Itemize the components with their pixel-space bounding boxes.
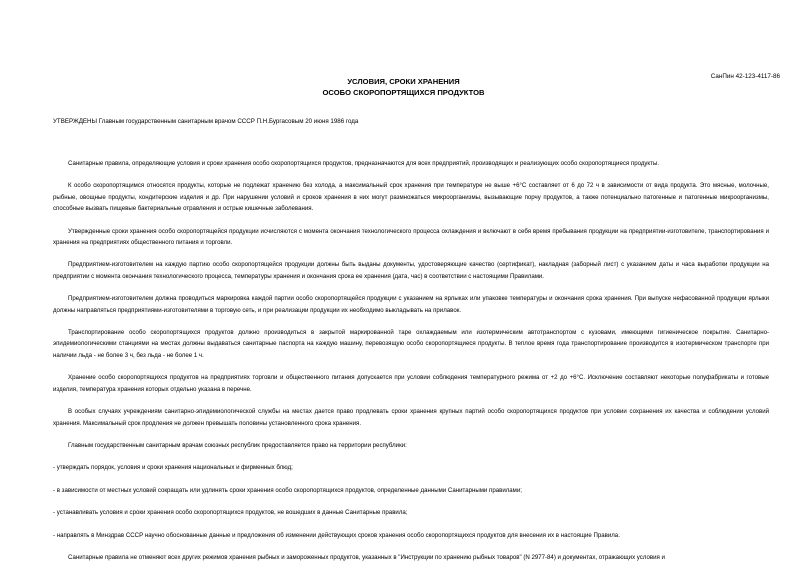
paragraph-documents: Предприятием-изготовителем на каждую партию особо скоропортящейся продукции должны быть выданы документы, удостоверяющие качество (сертификат), накладная (заборный лист) с указанием даты и часа выработки продукции на предприятии с момента окончания технологического процесса, температуры хранения и окончания срока ее хранения (дата, час) в соответствии с настоящими Правилами. xyxy=(53,261,769,280)
list-item: - направлять в Минздрав СССР научно обоснованные данные и предложения об изменении действующих сроков хранения особо скоропортящихся продуктов для внесения их в настоящие Правила. xyxy=(53,531,620,539)
list-item: - в зависимости от местных условий сокращать или удлинять сроки хранения особо скоропортящихся продуктов, определенные данными Санитарными правилами; xyxy=(53,486,522,494)
paragraph-republic-rights: Главным государственным санитарным врачам союзных республик предоставляется право на территории республики: xyxy=(68,441,407,449)
paragraph-storage-temperature: Хранение особо скоропортящихся продуктов на предприятиях торговли и общественного питания допускается при условии соблюдения температурного режима от +2 до +6°С. Исключение составляют некоторые полуфабрикаты и готовые изделия, температура хранения которых отдельно указана в перечне. xyxy=(53,374,769,393)
paragraph-transportation: Транспортирование особо скоропортящихся продуктов должно производиться в закрытой маркированной таре охлаждаемым или изотермическим автотранспортом с кузовами, имеющими гигиеническое покрытие. Санитарно-эпидемиологическими станциями на местах должны выдаваться санитарные паспорта на каждую машину, перевозящую особо скоропортящиеся продукты. В теплое время года транспортирование производится в изотермическом транспорте при наличии льда - не более 3 ч, без льда - не более 1 ч. xyxy=(53,329,769,359)
paragraph-labeling: Предприятием-изготовителем должна проводиться маркировка каждой партии особо скоропортящейся продукции с указанием на ярлыках или упаковке температуры и окончания срока хранения. При выпуске нефасованной продукции ярлыки должны направляться предприятиями-изготовителями в торговую сеть, и при реализации продукции их необходимо выкладывать на прилавок. xyxy=(53,295,769,314)
document-body xyxy=(53,158,769,563)
paragraph-extension: В особых случаях учреждениям санитарно-эпидемиологической службы на местах дается право продлевать сроки хранения крупных партий особо скоропортящихся продуктов при условии сохранения их качества и соблюдении условий хранения. Максимальный срок продления не должен превышать половины установленного срока хранения. xyxy=(53,408,769,427)
document-code: СанПин 42-123-4117-86 xyxy=(710,73,780,80)
paragraph-storage-period: Утвержденные сроки хранения особо скоропортящейся продукции исчисляются с момента окончания технологического процесса охлаждения и включают в себя время пребывания продукции на предприятии-изготовителе, транспортирования и хранения на предприятиях общественного питания и торговли. xyxy=(53,227,769,247)
approval-statement: УТВЕРЖДЕНЫ Главным государственным санитарным врачом СССР П.Н.Бургасовым 20 июня 1986 года xyxy=(53,118,359,125)
paragraph-purpose: Санитарные правила, определяющие условия и сроки хранения особо скоропортящихся продуктов, предназначаются для всех предприятий, производящих и реализующих особо скоропортящиеся продукты. xyxy=(68,160,660,167)
list-item: - утверждать порядок, условия и сроки хранения национальных и фирменных блюд; xyxy=(53,464,293,472)
list-item: - устанавливать условия и сроки хранения особо скоропортящихся продуктов, не вошедших в данные Санитарные правила; xyxy=(53,509,408,517)
paragraph-closing: Санитарные правила не отменяют всех других режимов хранения рыбных и замороженных продуктов, указанных в "Инструкции по хранению рыбных товаров" (N 2977-84) и документах, отражающих условия и xyxy=(68,553,665,561)
document-title-line-1: УСЛОВИЯ, СРОКИ ХРАНЕНИЯ xyxy=(347,77,460,86)
paragraph-definition: К особо скоропортящимся относятся продукты, которые не подлежат хранению без холода, а максимальный срок хранения при температуре не выше +6°С составляет от 6 до 72 ч в зависимости от вида продукта. Это мясные, молочные, рыбные, овощные продукты, кондитерские изделия и др. При нарушении условий и сроков хранения в них могут размножаться микроорганизмы, вызывающие порчу продуктов, а также потенциально патогенные и патогенные микроорганизмы, способные вызвать пищевые бактериальные отравления и острые кишечные заболевания. xyxy=(53,182,769,213)
document-title-line-2: ОСОБО СКОРОПОРТЯЩИХСЯ ПРОДУКТОВ xyxy=(322,88,485,97)
